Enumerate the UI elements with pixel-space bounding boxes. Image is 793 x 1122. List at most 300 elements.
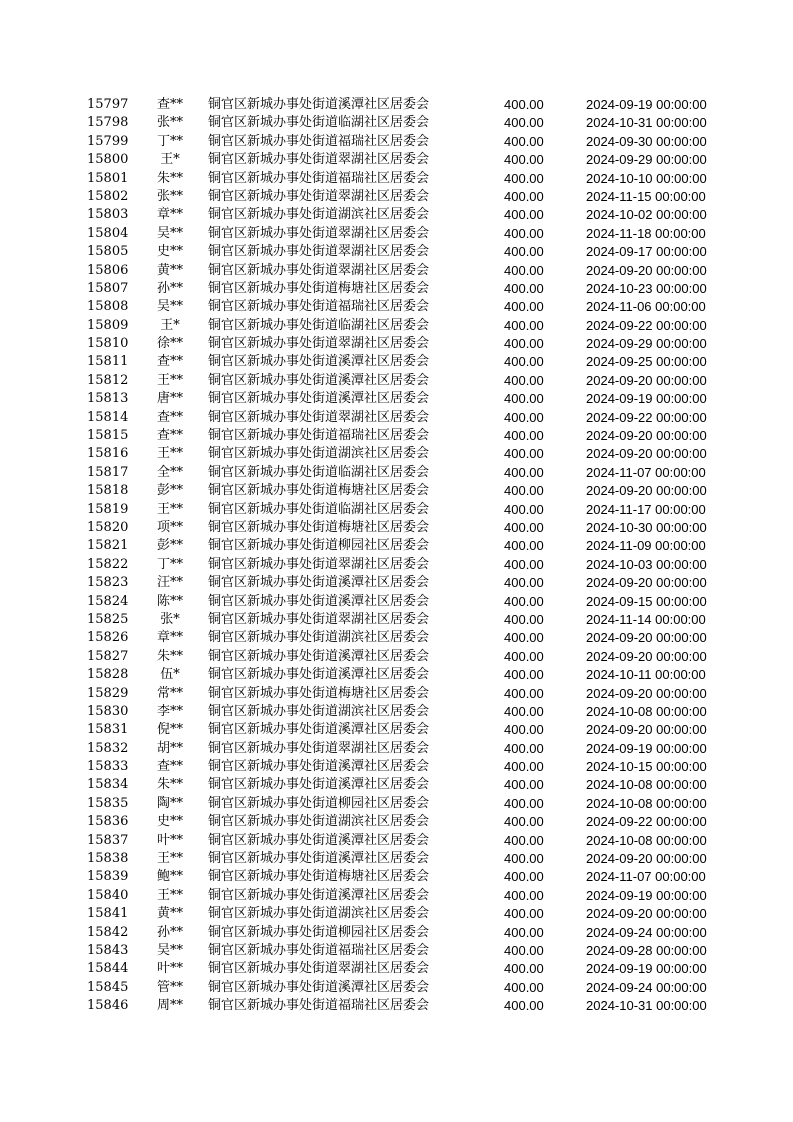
amount-value: 400.00 (504, 630, 544, 646)
community-name: 铜官区新城办事处街道溪潭社区居委会 (208, 759, 430, 775)
community-name: 铜官区新城办事处街道溪潭社区居委会 (208, 979, 430, 995)
date-value: 2024-09-20 00:00:00 (586, 648, 707, 664)
table-row (0, 280, 793, 298)
table-row (0, 317, 793, 335)
community-name: 铜官区新城办事处街道溪潭社区居委会 (208, 832, 430, 848)
table-row (0, 776, 793, 794)
record-id: 15838 (87, 851, 129, 867)
amount-value: 400.00 (504, 832, 544, 848)
table-row (0, 335, 793, 353)
amount-value: 400.00 (504, 869, 544, 885)
record-id: 15823 (87, 575, 129, 591)
record-id: 15807 (87, 280, 129, 296)
date-value: 2024-09-19 00:00:00 (586, 391, 707, 407)
community-name: 铜官区新城办事处街道溪潭社区居委会 (208, 97, 430, 112)
person-name: 查** (156, 354, 183, 370)
date-value: 2024-09-20 00:00:00 (586, 446, 707, 462)
date-value: 2024-09-20 00:00:00 (586, 630, 707, 646)
record-id: 15804 (87, 225, 129, 241)
amount-value: 400.00 (504, 188, 544, 204)
record-id: 15821 (87, 538, 129, 554)
date-value: 2024-09-29 00:00:00 (586, 336, 707, 352)
table-row (0, 666, 793, 684)
amount-value: 400.00 (504, 556, 544, 572)
community-name: 铜官区新城办事处街道湖滨社区居委会 (208, 814, 430, 830)
community-name: 铜官区新城办事处街道翠湖社区居委会 (208, 262, 430, 278)
amount-value: 400.00 (504, 942, 544, 958)
date-value: 2024-10-08 00:00:00 (586, 795, 707, 811)
date-value: 2024-09-17 00:00:00 (586, 244, 707, 260)
date-value: 2024-10-11 00:00:00 (586, 667, 706, 683)
person-name: 黄** (156, 906, 183, 922)
amount-value: 400.00 (504, 795, 544, 811)
date-value: 2024-09-20 00:00:00 (586, 906, 707, 922)
date-value: 2024-09-20 00:00:00 (586, 722, 707, 738)
record-id: 15802 (87, 188, 129, 204)
record-id: 15798 (87, 115, 129, 131)
table-row (0, 133, 793, 151)
table-row (0, 850, 793, 868)
person-name: 吴** (156, 299, 183, 315)
record-id: 15840 (87, 887, 129, 903)
table-row (0, 924, 793, 942)
person-name: 汪** (156, 575, 183, 591)
community-name: 铜官区新城办事处街道溪潭社区居委会 (208, 354, 430, 370)
date-value: 2024-09-22 00:00:00 (586, 317, 707, 333)
table-row (0, 298, 793, 316)
record-id: 15830 (87, 703, 129, 719)
record-id: 15805 (87, 244, 129, 260)
community-name: 铜官区新城办事处街道翠湖社区居委会 (208, 611, 430, 627)
amount-value: 400.00 (504, 409, 544, 425)
person-name: 徐** (156, 336, 183, 352)
date-value: 2024-09-20 00:00:00 (586, 428, 707, 444)
record-id: 15808 (87, 299, 129, 315)
date-value: 2024-09-22 00:00:00 (586, 814, 707, 830)
table-row (0, 537, 793, 555)
date-value: 2024-10-23 00:00:00 (586, 280, 707, 296)
record-id: 15818 (87, 483, 129, 499)
table-row (0, 721, 793, 739)
record-id: 15803 (87, 207, 129, 223)
record-id: 15824 (87, 593, 129, 609)
community-name: 铜官区新城办事处街道梅塘社区居委会 (208, 280, 430, 296)
date-value: 2024-09-22 00:00:00 (586, 409, 707, 425)
date-value: 2024-11-09 00:00:00 (586, 538, 706, 554)
table-row (0, 997, 793, 1015)
record-id: 15846 (87, 998, 129, 1014)
table-row (0, 905, 793, 923)
amount-value: 400.00 (504, 777, 544, 793)
amount-value: 400.00 (504, 887, 544, 903)
record-id: 15825 (87, 611, 129, 627)
date-value: 2024-09-19 00:00:00 (586, 887, 707, 903)
amount-value: 400.00 (504, 722, 544, 738)
table-row (0, 979, 793, 997)
record-id: 15842 (87, 924, 129, 940)
table-row (0, 740, 793, 758)
record-id: 15841 (87, 906, 129, 922)
amount-value: 400.00 (504, 244, 544, 260)
person-name: 伍* (160, 667, 180, 683)
person-name: 王** (156, 851, 183, 867)
table-row (0, 795, 793, 813)
community-name: 铜官区新城办事处街道溪潭社区居委会 (208, 391, 430, 407)
community-name: 铜官区新城办事处街道溪潭社区居委会 (208, 777, 430, 793)
table-row (0, 942, 793, 960)
record-id: 15829 (87, 685, 129, 701)
person-name: 丁** (156, 133, 183, 149)
table-row (0, 868, 793, 886)
community-name: 铜官区新城办事处街道翠湖社区居委会 (208, 336, 430, 352)
amount-value: 400.00 (504, 372, 544, 388)
community-name: 铜官区新城办事处街道湖滨社区居委会 (208, 906, 430, 922)
amount-value: 400.00 (504, 979, 544, 995)
table-row (0, 758, 793, 776)
amount-value: 400.00 (504, 519, 544, 535)
date-value: 2024-10-10 00:00:00 (586, 170, 707, 186)
community-name: 铜官区新城办事处街道梅塘社区居委会 (208, 519, 430, 535)
table-row (0, 170, 793, 188)
person-name: 孙** (156, 280, 183, 296)
record-id: 15814 (87, 409, 129, 425)
table-row (0, 243, 793, 261)
person-name: 唐** (156, 391, 183, 407)
table-row (0, 464, 793, 482)
date-value: 2024-10-03 00:00:00 (586, 556, 707, 572)
person-name: 张* (160, 611, 180, 627)
record-id: 15811 (87, 354, 129, 370)
amount-value: 400.00 (504, 575, 544, 591)
table-row (0, 225, 793, 243)
table-row (0, 832, 793, 850)
record-id: 15826 (87, 630, 129, 646)
record-table (0, 96, 793, 1016)
record-id: 15836 (87, 814, 129, 830)
community-name: 铜官区新城办事处街道福瑞社区居委会 (208, 170, 430, 186)
table-row (0, 188, 793, 206)
person-name: 王** (156, 887, 183, 903)
community-name: 铜官区新城办事处街道梅塘社区居委会 (208, 869, 430, 885)
community-name: 铜官区新城办事处街道福瑞社区居委会 (208, 299, 430, 315)
amount-value: 400.00 (504, 428, 544, 444)
community-name: 铜官区新城办事处街道翠湖社区居委会 (208, 244, 430, 260)
amount-value: 400.00 (504, 133, 544, 149)
person-name: 管** (156, 979, 183, 995)
record-id: 15812 (87, 372, 129, 388)
record-id: 15834 (87, 777, 129, 793)
date-value: 2024-09-19 00:00:00 (586, 961, 707, 977)
person-name: 史** (156, 814, 183, 830)
table-row (0, 445, 793, 463)
amount-value: 400.00 (504, 593, 544, 609)
community-name: 铜官区新城办事处街道翠湖社区居委会 (208, 188, 430, 204)
record-id: 15839 (87, 869, 129, 885)
person-name: 王* (160, 317, 180, 333)
table-row (0, 501, 793, 519)
date-value: 2024-09-25 00:00:00 (586, 354, 707, 370)
table-row (0, 703, 793, 721)
community-name: 铜官区新城办事处街道溪潭社区居委会 (208, 851, 430, 867)
record-id: 15822 (87, 556, 129, 572)
date-value: 2024-09-15 00:00:00 (586, 593, 707, 609)
person-name: 项** (156, 519, 183, 535)
date-value: 2024-11-07 00:00:00 (586, 464, 706, 480)
person-name: 朱** (156, 170, 183, 186)
community-name: 铜官区新城办事处街道临湖社区居委会 (208, 464, 430, 480)
amount-value: 400.00 (504, 924, 544, 940)
amount-value: 400.00 (504, 225, 544, 241)
record-id: 15801 (87, 170, 129, 186)
table-row (0, 629, 793, 647)
amount-value: 400.00 (504, 446, 544, 462)
amount-value: 400.00 (504, 280, 544, 296)
date-value: 2024-09-20 00:00:00 (586, 685, 707, 701)
community-name: 铜官区新城办事处街道临湖社区居委会 (208, 501, 430, 517)
person-name: 鲍** (156, 869, 183, 885)
person-name: 张** (156, 115, 183, 131)
community-name: 铜官区新城办事处街道溪潭社区居委会 (208, 372, 430, 388)
date-value: 2024-10-31 00:00:00 (586, 115, 707, 131)
record-id: 15833 (87, 759, 129, 775)
person-name: 朱** (156, 648, 183, 664)
table-row (0, 206, 793, 224)
record-id: 15845 (87, 979, 129, 995)
table-row (0, 574, 793, 592)
community-name: 铜官区新城办事处街道福瑞社区居委会 (208, 133, 430, 149)
record-id: 15835 (87, 795, 129, 811)
amount-value: 400.00 (504, 207, 544, 223)
date-value: 2024-11-17 00:00:00 (586, 501, 706, 517)
record-id: 15799 (87, 133, 129, 149)
person-name: 倪** (156, 722, 183, 738)
person-name: 常** (156, 685, 183, 701)
date-value: 2024-11-14 00:00:00 (586, 611, 706, 627)
amount-value: 400.00 (504, 851, 544, 867)
community-name: 铜官区新城办事处街道翠湖社区居委会 (208, 556, 430, 572)
date-value: 2024-11-18 00:00:00 (586, 225, 706, 241)
date-value: 2024-10-30 00:00:00 (586, 519, 707, 535)
date-value: 2024-11-07 00:00:00 (586, 869, 706, 885)
community-name: 铜官区新城办事处街道湖滨社区居委会 (208, 446, 430, 462)
person-name: 陈** (156, 593, 183, 609)
date-value: 2024-09-19 00:00:00 (586, 740, 707, 756)
person-name: 史** (156, 244, 183, 260)
date-value: 2024-09-20 00:00:00 (586, 851, 707, 867)
amount-value: 400.00 (504, 611, 544, 627)
table-row (0, 519, 793, 537)
amount-value: 400.00 (504, 538, 544, 554)
community-name: 铜官区新城办事处街道溪潭社区居委会 (208, 887, 430, 903)
table-row (0, 409, 793, 427)
record-id: 15810 (87, 336, 129, 352)
table-row (0, 887, 793, 905)
date-value: 2024-10-08 00:00:00 (586, 703, 707, 719)
person-name: 查** (156, 759, 183, 775)
community-name: 铜官区新城办事处街道柳园社区居委会 (208, 538, 430, 554)
date-value: 2024-09-20 00:00:00 (586, 575, 707, 591)
table-row (0, 427, 793, 445)
record-id: 15831 (87, 722, 129, 738)
person-name: 周** (156, 998, 183, 1014)
record-id: 15843 (87, 942, 129, 958)
person-name: 章** (156, 207, 183, 223)
person-name: 彭** (156, 483, 183, 499)
person-name: 王** (156, 372, 183, 388)
community-name: 铜官区新城办事处街道溪潭社区居委会 (208, 648, 430, 664)
person-name: 吴** (156, 942, 183, 958)
person-name: 查** (156, 409, 183, 425)
amount-value: 400.00 (504, 501, 544, 517)
amount-value: 400.00 (504, 97, 544, 112)
community-name: 铜官区新城办事处街道翠湖社区居委会 (208, 740, 430, 756)
record-id: 15816 (87, 446, 129, 462)
person-name: 丁** (156, 556, 183, 572)
community-name: 铜官区新城办事处街道福瑞社区居委会 (208, 942, 430, 958)
community-name: 铜官区新城办事处街道溪潭社区居委会 (208, 722, 430, 738)
person-name: 王** (156, 446, 183, 462)
person-name: 朱** (156, 777, 183, 793)
person-name: 黄** (156, 262, 183, 278)
community-name: 铜官区新城办事处街道湖滨社区居委会 (208, 703, 430, 719)
table-row (0, 648, 793, 666)
table-row (0, 151, 793, 169)
record-id: 15819 (87, 501, 129, 517)
amount-value: 400.00 (504, 685, 544, 701)
person-name: 陶** (156, 795, 183, 811)
record-id: 15832 (87, 740, 129, 756)
record-id: 15820 (87, 519, 129, 535)
table-row (0, 390, 793, 408)
record-id: 15797 (87, 97, 129, 112)
record-id: 15806 (87, 262, 129, 278)
amount-value: 400.00 (504, 961, 544, 977)
date-value: 2024-10-15 00:00:00 (586, 759, 707, 775)
record-id: 15817 (87, 464, 129, 480)
community-name: 铜官区新城办事处街道福瑞社区居委会 (208, 998, 430, 1014)
table-row (0, 593, 793, 611)
date-value: 2024-10-08 00:00:00 (586, 777, 707, 793)
table-row (0, 813, 793, 831)
community-name: 铜官区新城办事处街道翠湖社区居委会 (208, 409, 430, 425)
amount-value: 400.00 (504, 740, 544, 756)
date-value: 2024-09-30 00:00:00 (586, 133, 707, 149)
community-name: 铜官区新城办事处街道溪潭社区居委会 (208, 593, 430, 609)
record-id: 15828 (87, 667, 129, 683)
date-value: 2024-10-08 00:00:00 (586, 832, 707, 848)
date-value: 2024-10-02 00:00:00 (586, 207, 707, 223)
person-name: 查** (156, 97, 183, 112)
table-row (0, 611, 793, 629)
person-name: 孙** (156, 924, 183, 940)
table-row (0, 353, 793, 371)
amount-value: 400.00 (504, 299, 544, 315)
table-row (0, 114, 793, 132)
amount-value: 400.00 (504, 152, 544, 168)
community-name: 铜官区新城办事处街道湖滨社区居委会 (208, 207, 430, 223)
date-value: 2024-09-29 00:00:00 (586, 152, 707, 168)
amount-value: 400.00 (504, 483, 544, 499)
person-name: 王** (156, 501, 183, 517)
community-name: 铜官区新城办事处街道梅塘社区居委会 (208, 483, 430, 499)
amount-value: 400.00 (504, 998, 544, 1014)
date-value: 2024-09-19 00:00:00 (586, 97, 707, 112)
record-id: 15813 (87, 391, 129, 407)
person-name: 章** (156, 630, 183, 646)
community-name: 铜官区新城办事处街道翠湖社区居委会 (208, 152, 430, 168)
table-row (0, 96, 793, 114)
person-name: 李** (156, 703, 183, 719)
date-value: 2024-11-15 00:00:00 (586, 188, 706, 204)
date-value: 2024-09-20 00:00:00 (586, 372, 707, 388)
person-name: 查** (156, 428, 183, 444)
amount-value: 400.00 (504, 703, 544, 719)
amount-value: 400.00 (504, 814, 544, 830)
community-name: 铜官区新城办事处街道柳园社区居委会 (208, 795, 430, 811)
amount-value: 400.00 (504, 759, 544, 775)
amount-value: 400.00 (504, 906, 544, 922)
table-row (0, 685, 793, 703)
amount-value: 400.00 (504, 648, 544, 664)
table-row (0, 262, 793, 280)
record-id: 15809 (87, 317, 129, 333)
community-name: 铜官区新城办事处街道溪潭社区居委会 (208, 667, 430, 683)
amount-value: 400.00 (504, 391, 544, 407)
community-name: 铜官区新城办事处街道溪潭社区居委会 (208, 575, 430, 591)
date-value: 2024-11-06 00:00:00 (586, 299, 706, 315)
person-name: 彭** (156, 538, 183, 554)
amount-value: 400.00 (504, 354, 544, 370)
amount-value: 400.00 (504, 667, 544, 683)
date-value: 2024-09-20 00:00:00 (586, 262, 707, 278)
amount-value: 400.00 (504, 336, 544, 352)
record-id: 15800 (87, 152, 129, 168)
date-value: 2024-10-31 00:00:00 (586, 998, 707, 1014)
date-value: 2024-09-20 00:00:00 (586, 483, 707, 499)
amount-value: 400.00 (504, 317, 544, 333)
date-value: 2024-09-24 00:00:00 (586, 979, 707, 995)
person-name: 吴** (156, 225, 183, 241)
community-name: 铜官区新城办事处街道福瑞社区居委会 (208, 428, 430, 444)
table-row (0, 556, 793, 574)
person-name: 叶** (156, 961, 183, 977)
table-row (0, 372, 793, 390)
amount-value: 400.00 (504, 262, 544, 278)
person-name: 胡** (156, 740, 183, 756)
community-name: 铜官区新城办事处街道翠湖社区居委会 (208, 225, 430, 241)
person-name: 王* (160, 152, 180, 168)
community-name: 铜官区新城办事处街道翠湖社区居委会 (208, 961, 430, 977)
date-value: 2024-09-24 00:00:00 (586, 924, 707, 940)
record-id: 15837 (87, 832, 129, 848)
amount-value: 400.00 (504, 170, 544, 186)
community-name: 铜官区新城办事处街道湖滨社区居委会 (208, 630, 430, 646)
record-id: 15815 (87, 428, 129, 444)
table-row (0, 482, 793, 500)
table-row (0, 960, 793, 978)
person-name: 全** (156, 464, 183, 480)
record-id: 15827 (87, 648, 129, 664)
date-value: 2024-09-28 00:00:00 (586, 942, 707, 958)
community-name: 铜官区新城办事处街道柳园社区居委会 (208, 924, 430, 940)
person-name: 张** (156, 188, 183, 204)
community-name: 铜官区新城办事处街道梅塘社区居委会 (208, 685, 430, 701)
amount-value: 400.00 (504, 464, 544, 480)
person-name: 叶** (156, 832, 183, 848)
community-name: 铜官区新城办事处街道临湖社区居委会 (208, 317, 430, 333)
community-name: 铜官区新城办事处街道临湖社区居委会 (208, 115, 430, 131)
record-id: 15844 (87, 961, 129, 977)
